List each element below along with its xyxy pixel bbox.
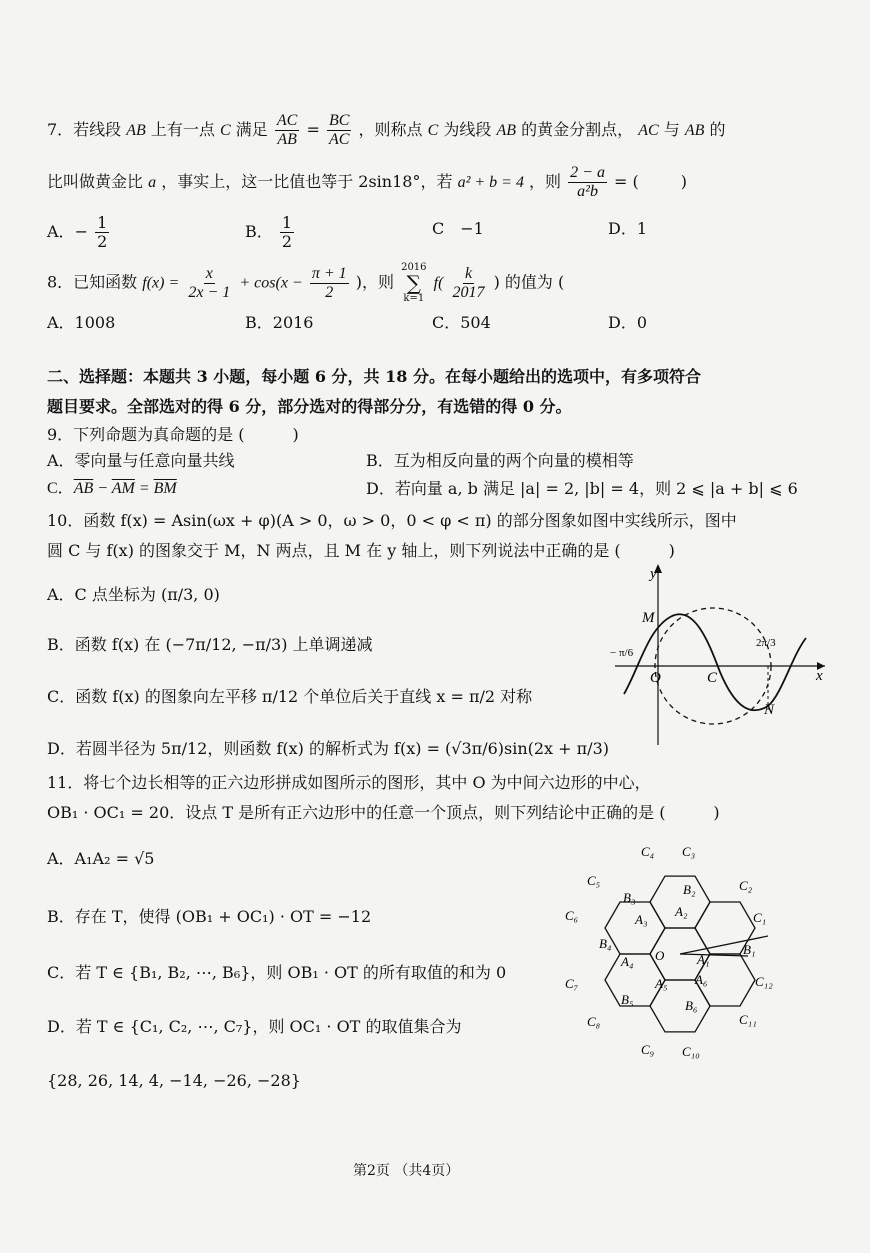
label-c11: C₁₁	[739, 1012, 757, 1027]
label-c9: C₉	[641, 1042, 655, 1057]
q7-text: 上有一点	[150, 120, 215, 139]
label-b3: B₃	[623, 890, 636, 905]
q9-option-d: D．若向量 a, b 满足 |a| = 2, |b| = 4，则 2 ⩽ |a + b| ⩽ 6	[366, 479, 798, 498]
hexagon-figure	[555, 838, 805, 1068]
q9-option-c: C．$\overline{AB} - \overline{AM} = \overline{BM}$	[47, 480, 177, 497]
q7-text: ，则称点	[358, 120, 423, 139]
q7-eq: =	[306, 120, 320, 139]
point-n-label: N	[764, 702, 775, 718]
q7-line-1	[47, 112, 726, 149]
hexagon-5	[605, 902, 665, 954]
tick-2pi-3: 2π/3	[756, 637, 776, 649]
label-c10: C₁₀	[682, 1044, 700, 1059]
q7-option-a: A．− $\frac{1}{2}$	[47, 213, 108, 251]
q7-text: = (	[614, 172, 639, 191]
q8-option-a: A．1008	[47, 313, 116, 332]
label-a2: A₂	[675, 904, 688, 919]
label-c12: C₁₂	[755, 974, 773, 989]
point-c-label: C	[707, 670, 718, 686]
q7-var: C	[427, 122, 439, 139]
q10-line-1: 10．函数 f(x) = Asin(ωx + φ)(A > 0，ω > 0，0 < φ < π) 的部分图象如图中实线所示，图中	[47, 511, 737, 530]
label-c3: C₃	[682, 844, 696, 859]
q7-option-b: B． $\frac{1}{2}$	[245, 213, 293, 251]
q10-option-a: A．C 点坐标为 (π/3, 0)	[47, 585, 220, 604]
q9-stem: 9．下列命题为真命题的是 ( )	[47, 425, 299, 444]
point-m-label: M	[642, 610, 655, 626]
label-a1: A₁	[697, 952, 710, 967]
q7-line-2	[47, 164, 687, 201]
q7-var: AB	[126, 122, 146, 139]
x-label: x	[816, 668, 823, 684]
q10-option-d: D．若圆半径为 5π/12，则函数 f(x) 的解析式为 f(x) = (√3π/6)sin(2x + π/3)	[47, 739, 609, 758]
sine-curve	[624, 614, 806, 710]
sine-graph-figure	[610, 560, 830, 750]
q7-text: ，事实上，这一比值也等于 2sin18°，若	[161, 172, 453, 191]
label-c2: C₂	[739, 878, 753, 893]
q7-option-c: C −1	[432, 219, 484, 238]
q11-option-d: D．若 T ∈ {C₁, C₂, ⋯, C₇}，则 OC₁ · OT 的取值集合为	[47, 1017, 462, 1036]
q7-var: C	[220, 122, 231, 139]
q8-option-d: D．0	[608, 313, 648, 332]
q7-text: )	[680, 172, 688, 191]
q8-option-b: B．2016	[245, 313, 314, 332]
q7-var: a	[148, 174, 157, 191]
page-footer: 第2页 （共4页）	[353, 1163, 460, 1179]
section-2-heading-2: 题目要求。全部选对的得 6 分，部分选对的得部分分，有选错的得 0 分。	[47, 397, 572, 416]
label-c4: C₄	[641, 844, 655, 859]
q9-option-a: A．零向量与任意向量共线	[47, 451, 235, 470]
q11-option-a: A．A₁A₂ = √5	[47, 849, 155, 868]
q11-option-b: B．存在 T，使得 (OB₁ + OC₁) · OT = −12	[47, 907, 372, 926]
q10-line-2: 圆 C 与 f(x) 的图象交于 M，N 两点，且 M 在 y 轴上，则下列说法中正确的是 ( )	[47, 541, 675, 560]
label-a3: A₃	[635, 912, 648, 927]
label-a5: A₅	[655, 976, 668, 991]
label-c6: C₆	[565, 908, 579, 923]
q7-fraction-3: $\frac{2 - a}{\text{a²b}}$	[570, 164, 605, 200]
q7-text: 满足	[235, 120, 268, 139]
label-b5: B₅	[621, 992, 634, 1007]
q11-answer-set: {28, 26, 14, 4, −14, −26, −28}	[47, 1071, 301, 1090]
q7-text: 为线段	[443, 120, 492, 139]
label-c1: C₁	[753, 910, 767, 925]
label-b2: B₂	[683, 882, 696, 897]
q7-text: 的黄金分割点，	[521, 120, 634, 139]
label-b6: B₆	[685, 998, 698, 1013]
label-c8: C₈	[587, 1014, 601, 1029]
y-label: y	[650, 566, 657, 582]
q10-option-c: C．函数 f(x) 的图象向左平移 π/12 个单位后关于直线 x = π/2 对称	[47, 687, 533, 706]
label-a6: A₆	[695, 972, 708, 987]
q7-fraction-1: $\frac{AC}{AB}$	[276, 112, 298, 148]
tick-neg-pi-6: − π/6	[610, 647, 634, 659]
q7-option-d: D．1	[608, 219, 648, 238]
q10-option-b: B．函数 f(x) 在 (−7π/12, −π/3) 上单调递减	[47, 635, 373, 654]
q7-text: 的	[709, 120, 726, 139]
q7-var: AB	[496, 122, 517, 139]
q9-option-b: B．互为相反向量的两个向量的模相等	[366, 451, 634, 470]
summation-sign: 2016 ∑ k=1	[401, 262, 427, 304]
q7-text: ，则	[529, 172, 562, 191]
label-b1: B₁	[743, 942, 756, 957]
q8-stem: 8．已知函数 f(x) = $\frac{x}{2x - 1}$ + cos(x − $\frac{\pi + 1}{2}$ )，则 2016 ∑ k=1 f( $\frac{k}{2017}$ ) 的值为 (	[47, 262, 565, 304]
q11-line-1: 11．将七个边长相等的正六边形拼成如图所示的图形，其中 O 为中间六边形的中心，	[47, 773, 651, 792]
label-b4: B₄	[599, 936, 612, 951]
q8-option-c: C．504	[432, 313, 491, 332]
hexagon-1	[650, 876, 710, 928]
q7-fraction-2: $\frac{BC}{AC}$	[328, 112, 350, 148]
q11-option-c: C．若 T ∈ {B₁, B₂, ⋯, B₆}，则 OB₁ · OT 的所有取值的和为 0	[47, 963, 507, 982]
q7-var: AB	[684, 122, 705, 139]
label-c5: C₅	[587, 873, 601, 888]
section-2-heading: 二、选择题：本题共 3 小题，每小题 6 分，共 18 分。在每小题给出的选项中，有多项符合	[47, 367, 701, 386]
q7-text: 7．若线段	[47, 120, 122, 139]
label-o: O	[655, 948, 665, 963]
label-a4: A₄	[621, 954, 634, 969]
q7-text: 比叫做黄金比	[47, 172, 144, 191]
label-c7: C₇	[565, 976, 579, 991]
q7-text: 与	[663, 120, 680, 139]
origin-label: O	[650, 670, 661, 686]
q7-var: AC	[638, 122, 659, 139]
q7-expr: a² + b = 4	[457, 174, 524, 191]
q11-line-2: OB₁ · OC₁ = 20．设点 T 是所有正六边形中的任意一个顶点，则下列结论中正确的是 ( )	[47, 803, 720, 822]
